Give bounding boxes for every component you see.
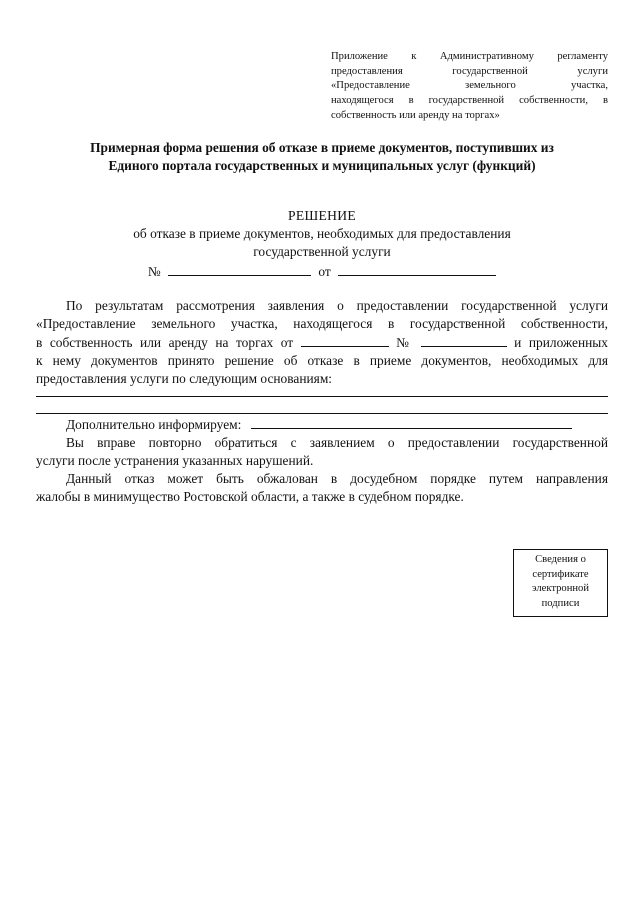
decision-header xyxy=(36,207,608,281)
paragraph-line: предоставления услуги по следующим основаниям: xyxy=(36,371,333,386)
decision-heading: РЕШЕНИЕ xyxy=(288,208,356,223)
grounds-blank-line[interactable] xyxy=(36,413,608,414)
appendix-line: предоставления государственной услуги xyxy=(331,65,608,77)
application-number-blank[interactable] xyxy=(421,333,507,347)
from-word: от xyxy=(318,264,331,279)
decision-number-line xyxy=(36,262,608,281)
form-title-line: Единого портала государственных и муниципальных услуг (функций) xyxy=(108,158,536,173)
appendix-line: собственность или аренду на торгах» xyxy=(331,109,500,121)
appendix-line: Приложение к Административному регламенту xyxy=(331,51,608,62)
paragraph-text: и приложенных xyxy=(514,335,608,350)
decision-number-blank[interactable] xyxy=(168,262,311,276)
paragraph-line-with-blanks xyxy=(36,333,608,352)
refusal-paragraph xyxy=(36,297,608,388)
number-sign: № xyxy=(396,335,414,350)
decision-date-blank[interactable] xyxy=(338,262,496,276)
paragraph-line: услуги после устранения указанных нарушений. xyxy=(36,453,314,468)
number-sign: № xyxy=(147,264,161,279)
appendix-line: находящегося в государственной собственности, в xyxy=(331,95,608,107)
paragraph-text: в собственность или аренду на торгах от xyxy=(36,335,294,350)
paragraph-line: «Предоставление земельного участка, находящегося в государственной собственности, xyxy=(36,316,608,331)
appendix-note xyxy=(331,50,608,124)
signature-box-line: сертификате xyxy=(532,568,589,580)
appendix-line: «Предоставление земельного участка, xyxy=(331,80,608,92)
signature-box-line: Сведения о xyxy=(535,554,586,565)
signature-box-line: подписи xyxy=(541,597,580,609)
paragraph-line: к нему документов принято решение об отказе в приеме документов, необходимых для xyxy=(36,353,608,368)
signature-box-line: электронной xyxy=(531,583,589,594)
form-title-line: Примерная форма решения об отказе в приеме документов, поступивших из xyxy=(90,140,554,155)
form-title xyxy=(36,139,608,175)
additional-info xyxy=(36,415,608,506)
additional-info-line xyxy=(36,415,608,434)
paragraph-line: Данный отказ может быть обжалован в досудебном порядке путем направления xyxy=(66,471,608,486)
decision-subtitle: государственной услуги xyxy=(253,244,391,259)
decision-subtitle: об отказе в приеме документов, необходимых для предоставления xyxy=(133,226,511,241)
e-signature-box xyxy=(513,549,608,617)
grounds-blank-line[interactable] xyxy=(36,396,608,397)
paragraph-line: Вы вправе повторно обратиться с заявлением о предоставлении государственной xyxy=(66,435,608,450)
additional-info-blank[interactable] xyxy=(251,415,572,429)
additional-info-label: Дополнительно информируем: xyxy=(66,417,242,432)
paragraph-line: По результатам рассмотрения заявления о предоставлении государственной услуги xyxy=(66,298,608,313)
application-date-blank[interactable] xyxy=(301,333,389,347)
paragraph-line: жалобы в минимущество Ростовской области, а также в судебном порядке. xyxy=(36,489,464,504)
